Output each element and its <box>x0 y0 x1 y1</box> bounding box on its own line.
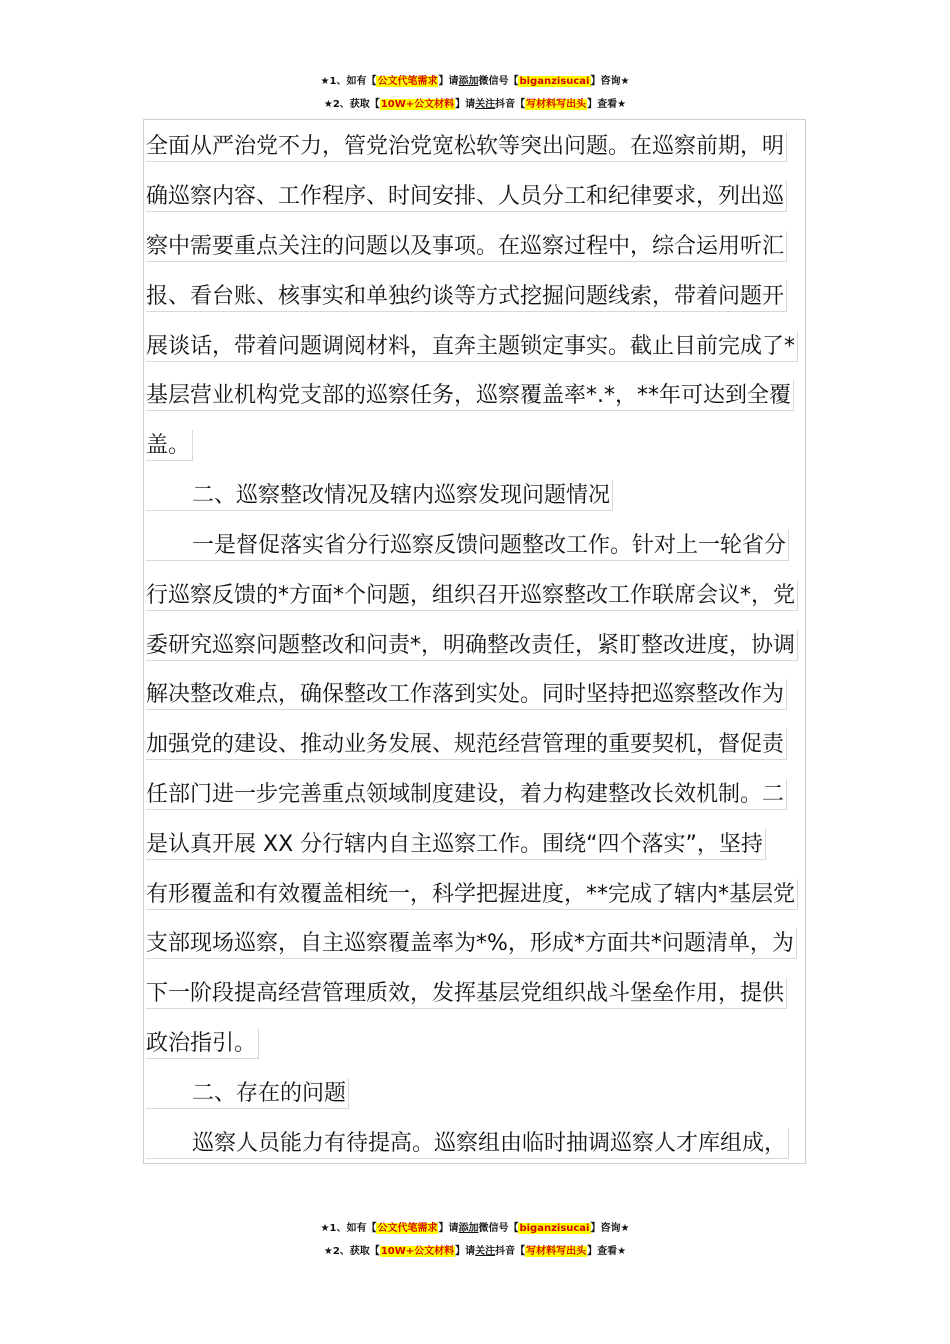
star-icon: ★ <box>320 1223 330 1234</box>
document-body <box>143 119 806 1164</box>
banner-text: 2、获取【 <box>332 99 380 110</box>
banner-line-2 <box>0 93 950 116</box>
text-line: 一是督促落实省分行巡察反馈问题整改工作。针对上一轮省分 <box>146 530 789 561</box>
text-line: 确巡察内容、工作程序、时间安排、人员分工和纪律要求，列出巡 <box>146 181 787 212</box>
banner-text: 抖音【 <box>495 1246 526 1257</box>
banner-highlight: 公文代笔需求 <box>377 76 438 87</box>
banner-underlined: 关注 <box>475 99 496 110</box>
text-line: 解决整改难点，确保整改工作落到实处。同时坚持把巡察整改作为 <box>146 679 787 710</box>
text-line: 委研究巡察问题整改和问责*，明确整改责任，紧盯整改进度，协调 <box>146 630 798 661</box>
banner-text: 1、如有【 <box>329 76 377 87</box>
banner-highlight: 公文代笔需求 <box>377 1223 438 1234</box>
banner-text: 】查看 <box>587 99 618 110</box>
banner-line-2 <box>0 1240 950 1263</box>
text-line: 是认真开展 XX 分行辖内自主巡察工作。围绕“四个落实”，坚持 <box>146 829 766 860</box>
banner-text: 】咨询 <box>590 76 621 87</box>
banner-underlined: 关注 <box>475 1246 496 1257</box>
banner-text: 】查看 <box>587 1246 618 1257</box>
banner-text: 】请 <box>438 76 459 87</box>
banner-line-1 <box>0 1217 950 1240</box>
text-line: 有形覆盖和有效覆盖相统一，科学把握进度，**完成了辖内*基层党 <box>146 879 798 910</box>
section-heading: 二、巡察整改情况及辖内巡察发现问题情况 <box>146 480 613 511</box>
text-line: 下一阶段提高经营管理质效，发挥基层党组织战斗堡垒作用，提供 <box>146 978 787 1009</box>
text-line: 政治指引。 <box>146 1028 259 1059</box>
footer-banner <box>0 1217 950 1263</box>
text-line: 展谈话，带着问题调阅材料，直奔主题锁定事实。截止目前完成了* <box>146 331 798 362</box>
text-line: 任部门进一步完善重点领域制度建设，着力构建整改长效机制。二 <box>146 779 787 810</box>
banner-highlight: biganzisucai <box>519 76 590 87</box>
star-icon: ★ <box>617 1246 627 1257</box>
star-icon: ★ <box>620 76 630 87</box>
banner-text: 微信号【 <box>478 1223 519 1234</box>
section-heading: 二、存在的问题 <box>146 1078 349 1109</box>
banner-text: 】请 <box>438 1223 459 1234</box>
text-line: 加强党的建设、推动业务发展、规范经营管理的重要契机，督促责 <box>146 729 787 760</box>
banner-text: 微信号【 <box>478 76 519 87</box>
banner-text: 2、获取【 <box>332 1246 380 1257</box>
banner-highlight: 10W+公文材料 <box>380 99 455 110</box>
star-icon: ★ <box>323 1246 333 1257</box>
banner-highlight: biganzisucai <box>519 1223 590 1234</box>
banner-underlined: 添加 <box>458 1223 479 1234</box>
header-banner <box>0 70 950 116</box>
banner-text: 】请 <box>455 1246 476 1257</box>
text-line: 支部现场巡察，自主巡察覆盖率为*%，形成*方面共*问题清单，为 <box>146 928 797 959</box>
text-line: 巡察人员能力有待提高。巡察组由临时抽调巡察人才库组成， <box>146 1128 789 1159</box>
star-icon: ★ <box>617 99 627 110</box>
banner-text: 1、如有【 <box>329 1223 377 1234</box>
banner-text: 】请 <box>455 99 476 110</box>
text-line: 报、看台账、核事实和单独约谈等方式挖掘问题线索，带着问题开 <box>146 281 787 312</box>
star-icon: ★ <box>320 76 330 87</box>
banner-text: 】咨询 <box>590 1223 621 1234</box>
banner-highlight: 10W+公文材料 <box>380 1246 455 1257</box>
text-line: 基层营业机构党支部的巡察任务，巡察覆盖率*.*，**年可达到全覆 <box>146 380 794 411</box>
star-icon: ★ <box>620 1223 630 1234</box>
banner-highlight: 写材料写出头 <box>526 1246 587 1257</box>
text-line: 盖。 <box>146 430 193 461</box>
banner-line-1 <box>0 70 950 93</box>
star-icon: ★ <box>323 99 333 110</box>
banner-underlined: 添加 <box>458 76 479 87</box>
text-line: 行巡察反馈的*方面*个问题，组织召开巡察整改工作联席会议*，党 <box>146 580 798 611</box>
text-line: 全面从严治党不力，管党治党宽松软等突出问题。在巡察前期，明 <box>146 131 787 162</box>
banner-highlight: 写材料写出头 <box>526 99 587 110</box>
text-line: 察中需要重点关注的问题以及事项。在巡察过程中，综合运用听汇 <box>146 231 787 262</box>
banner-text: 抖音【 <box>495 99 526 110</box>
